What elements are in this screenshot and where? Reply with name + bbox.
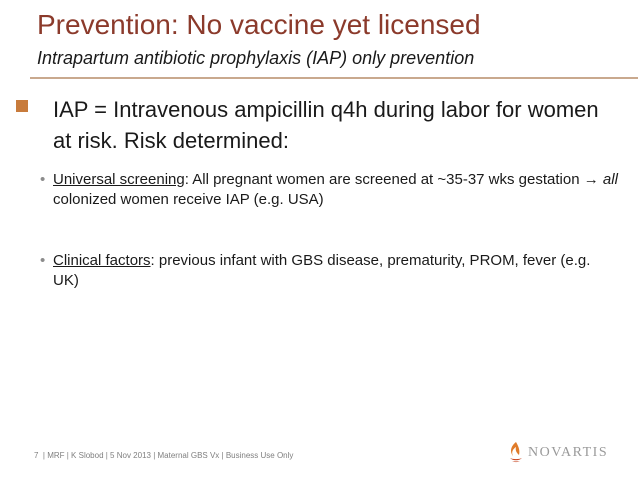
sub-bullet-term: Clinical factors: [53, 252, 151, 269]
sub-bullet-dot: •: [40, 171, 46, 188]
slide-title: Prevention: No vaccine yet licensed: [37, 9, 481, 40]
logo-wordmark: NOVARTIS: [528, 445, 609, 460]
sub-bullet-text: : All pregnant women are screened at ~35-37 wks gestation →: [184, 171, 603, 188]
sub-bullet-emphasis: all: [602, 171, 618, 188]
sub-bullet-term: Universal screening: [53, 171, 185, 188]
main-bullet-text: IAP = Intravenous ampicillin q4h during labor for women at risk. Risk determined:: [53, 97, 599, 153]
title-divider: [30, 77, 638, 79]
sub-bullet-text: : previous infant with GBS disease, prematurity, PROM, fever (e.g. UK): [53, 252, 591, 289]
novartis-flame-icon: [507, 441, 525, 463]
slide-footer: [34, 451, 293, 460]
sub-bullet-universal-screening: [40, 170, 620, 210]
footer-text: | MRF | K Slobod | 5 Nov 2013 | Maternal GBS Vx | Business Use Only: [42, 451, 294, 460]
slide-subtitle: Intrapartum antibiotic prophylaxis (IAP) only prevention: [37, 48, 475, 68]
sub-bullet-clinical-factors: [40, 251, 620, 291]
page-number: 7: [34, 451, 39, 460]
sub-bullet-text-end: colonized women receive IAP (e.g. USA): [53, 191, 324, 208]
sub-bullet-dot: •: [40, 252, 46, 269]
main-bullet-marker: [16, 100, 28, 112]
novartis-logo: [507, 441, 607, 463]
sub-bullet-body: [53, 251, 620, 291]
sub-bullet-body: [53, 170, 620, 210]
